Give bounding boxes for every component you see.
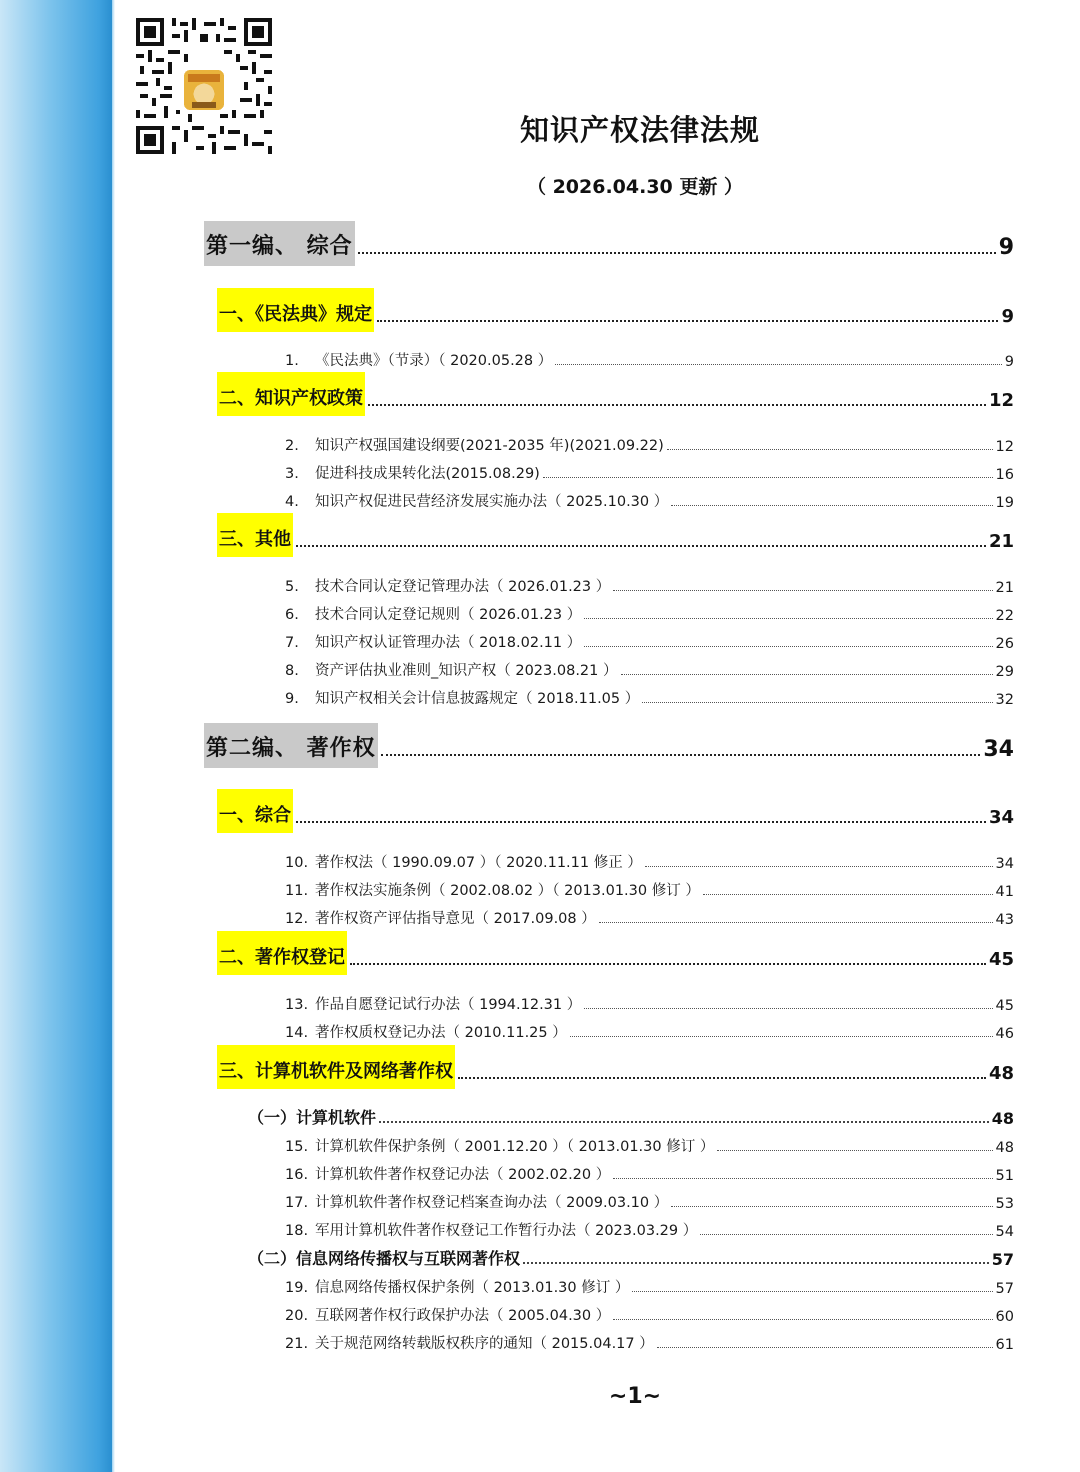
toc-item-row[interactable]	[285, 907, 1014, 928]
toc-leader-dots	[377, 320, 998, 322]
toc-page-number: 9	[998, 235, 1014, 260]
toc-page-number: 48	[988, 1063, 1014, 1084]
toc-entry-title	[285, 1219, 697, 1240]
toc-page-number: 12	[995, 439, 1014, 455]
toc-leader-dots	[296, 545, 986, 547]
toc-leader-dots	[570, 1036, 993, 1037]
toc-entry-title	[285, 603, 581, 624]
toc-entry-title: 第一编、 综合	[204, 221, 355, 266]
toc-entry-number: 18.	[285, 1223, 309, 1239]
toc-leader-dots	[667, 449, 993, 450]
page-title: 知识产权法律法规	[519, 113, 760, 147]
toc-entry-text: 知识产权相关会计信息披露规定（ 2018.11.05 ）	[315, 691, 640, 707]
toc-page-number: 46	[995, 1026, 1014, 1042]
toc-page-number: 19	[995, 495, 1014, 511]
toc-leader-dots	[632, 1291, 992, 1292]
toc-item-row[interactable]	[285, 1219, 1014, 1240]
toc-entry-number: 13.	[285, 997, 309, 1013]
toc-item-row[interactable]	[285, 1332, 1014, 1353]
toc-entry-number: 4.	[285, 494, 299, 510]
toc-entry-number: 12.	[285, 911, 309, 927]
toc-page-number: 57	[995, 1281, 1014, 1297]
toc-entry-title	[285, 1021, 567, 1042]
toc-entry-text: 计算机软件著作权登记办法（ 2002.02.20 ）	[315, 1167, 611, 1183]
toc-entry-text: 军用计算机软件著作权登记工作暂行办法（ 2023.03.29 ）	[315, 1223, 698, 1239]
toc-entry-title	[285, 575, 610, 596]
toc-entry-title	[285, 462, 540, 483]
toc-item-row[interactable]	[285, 1163, 1014, 1184]
toc-leader-dots	[717, 1150, 992, 1151]
toc-leader-dots	[358, 252, 996, 254]
toc-entry-number: 11.	[285, 883, 309, 899]
toc-entry-title: 一、综合	[217, 789, 293, 833]
toc-entry-text: 技术合同认定登记规则（ 2026.01.23 ）	[315, 607, 582, 623]
toc-leader-dots	[381, 754, 981, 756]
toc-entry-text: 计算机软件保护条例（ 2001.12.20 ）（ 2013.01.30 修订 ）	[315, 1139, 715, 1155]
toc-entry-number: 14.	[285, 1025, 309, 1041]
toc-entry-text: 著作权资产评估指导意见（ 2017.09.08 ）	[315, 911, 596, 927]
toc-entry-title: （二）信息网络传播权与互联网著作权	[248, 1249, 521, 1268]
toc-leader-dots	[700, 1234, 992, 1235]
toc-page-number: 9	[1001, 306, 1014, 327]
toc-leader-dots	[657, 1347, 993, 1348]
toc-chap-row[interactable]	[217, 288, 1014, 332]
toc-page-number: 45	[995, 998, 1014, 1014]
toc-item-row[interactable]	[285, 1304, 1014, 1325]
toc-entry-title: 二、著作权登记	[217, 931, 347, 975]
toc-entry-number: 7.	[285, 635, 299, 651]
toc-entry-title: 三、其他	[217, 513, 293, 557]
toc-chap-row[interactable]	[217, 513, 1014, 557]
toc-entry-text: 促进科技成果转化法(2015.08.29)	[315, 466, 540, 482]
toc-entry-title: 第二编、 著作权	[204, 723, 378, 768]
toc-sub-row[interactable]	[248, 1246, 1014, 1269]
toc-entry-text: 信息网络传播权保护条例（ 2013.01.30 修订 ）	[315, 1280, 630, 1296]
toc-entry-text: 知识产权促进民营经济发展实施办法（ 2025.10.30 ）	[315, 494, 669, 510]
toc-leader-dots	[543, 477, 993, 478]
toc-entry-title	[285, 1332, 654, 1353]
toc-entry-number: 15.	[285, 1139, 309, 1155]
toc-page-number: 21	[995, 580, 1014, 596]
toc-item-row[interactable]	[285, 434, 1014, 455]
toc-item-row[interactable]	[285, 687, 1014, 708]
toc-entry-title: 一、《民法典》规定	[217, 288, 374, 332]
toc-page-number: 34	[983, 737, 1014, 762]
toc-entry-text: 著作权法（ 1990.09.07 ）（ 2020.11.11 修正 ）	[315, 855, 642, 871]
toc-leader-dots	[523, 1262, 989, 1264]
toc-entry-title	[285, 993, 581, 1014]
toc-entry-number: 1.	[285, 353, 299, 369]
toc-page-number: 12	[988, 390, 1014, 411]
toc-page-number: 48	[995, 1140, 1014, 1156]
toc-item-row[interactable]	[285, 993, 1014, 1014]
toc-entry-number: 5.	[285, 579, 299, 595]
toc-page-number: 21	[988, 531, 1014, 552]
toc-page-number: 16	[995, 467, 1014, 483]
toc-item-row[interactable]	[285, 603, 1014, 624]
toc-entry-title	[285, 490, 668, 511]
toc-entry-number: 17.	[285, 1195, 309, 1211]
toc-item-row[interactable]	[285, 1191, 1014, 1212]
toc-leader-dots	[458, 1077, 986, 1079]
toc-entry-number: 2.	[285, 438, 299, 454]
toc-chap-row[interactable]	[217, 1045, 1014, 1089]
toc-entry-title	[285, 907, 596, 928]
toc-leader-dots	[671, 1206, 992, 1207]
toc-leader-dots	[584, 646, 992, 647]
toc-leader-dots	[350, 963, 986, 965]
toc-entry-title	[285, 631, 581, 652]
toc-entry-title	[285, 879, 700, 900]
toc-item-row[interactable]	[285, 631, 1014, 652]
toc-page-number: 54	[995, 1224, 1014, 1240]
toc-leader-dots	[584, 618, 992, 619]
toc-leader-dots	[671, 505, 992, 506]
toc-entry-text: 著作权质权登记办法（ 2010.11.25 ）	[315, 1025, 567, 1041]
toc-entry-number: 10.	[285, 855, 309, 871]
toc-entry-text: 计算机软件著作权登记档案查询办法（ 2009.03.10 ）	[315, 1195, 669, 1211]
toc-entry-number: 3.	[285, 466, 299, 482]
toc-entry-text: 技术合同认定登记管理办法（ 2026.01.23 ）	[315, 579, 611, 595]
toc-item-row[interactable]	[285, 851, 1014, 872]
toc-item-row[interactable]	[285, 462, 1014, 483]
toc-page-number: 57	[991, 1250, 1014, 1269]
toc-page-number: 61	[995, 1337, 1014, 1353]
update-date: （ 2026.04.30 更新 ）	[526, 176, 744, 198]
page-number: ~1~	[608, 1384, 662, 1409]
toc-entry-title	[285, 1163, 610, 1184]
toc-page-number: 45	[988, 949, 1014, 970]
toc-page-number: 9	[1004, 354, 1014, 370]
toc-entry-title: （一）计算机软件	[248, 1108, 377, 1127]
toc-entry-text: 作品自愿登记试行办法（ 1994.12.31 ）	[315, 997, 582, 1013]
toc-page-number: 26	[995, 636, 1014, 652]
toc-page-number: 60	[995, 1309, 1014, 1325]
toc-entry-number: 16.	[285, 1167, 309, 1183]
toc-leader-dots	[613, 590, 992, 591]
toc-entry-title	[285, 434, 664, 455]
toc-sub-row[interactable]	[248, 1105, 1014, 1128]
toc-item-row[interactable]	[285, 1135, 1014, 1156]
toc-page-number: 53	[995, 1196, 1014, 1212]
toc-entry-number: 21.	[285, 1336, 309, 1352]
toc-item-row[interactable]	[285, 575, 1014, 596]
toc-page-number: 41	[995, 884, 1014, 900]
toc-page-number: 43	[995, 912, 1014, 928]
toc-entry-title: 二、知识产权政策	[217, 372, 365, 416]
toc-item-row[interactable]	[285, 1276, 1014, 1297]
toc-chap-row[interactable]	[217, 789, 1014, 833]
toc-entry-text: 著作权法实施条例（ 2002.08.02 ）（ 2013.01.30 修订 ）	[315, 883, 700, 899]
toc-leader-dots	[599, 922, 993, 923]
toc-entry-title	[285, 349, 552, 370]
toc-entry-number: 20.	[285, 1308, 309, 1324]
toc-leader-dots	[642, 702, 992, 703]
toc-entry-text: 资产评估执业准则_知识产权（ 2023.08.21 ）	[315, 663, 618, 679]
toc-entry-title	[285, 851, 642, 872]
toc-chap-row[interactable]	[217, 372, 1014, 416]
toc-page-number: 48	[991, 1109, 1014, 1128]
toc-leader-dots	[368, 404, 986, 406]
toc-page-number: 22	[995, 608, 1014, 624]
toc-entry-title	[285, 1191, 668, 1212]
toc-entry-number: 8.	[285, 663, 299, 679]
toc-entry-title	[285, 659, 618, 680]
toc-page-number: 29	[995, 664, 1014, 680]
toc-entry-number: 9.	[285, 691, 299, 707]
toc-item-row[interactable]	[285, 659, 1014, 680]
toc-leader-dots	[613, 1178, 992, 1179]
toc-entry-title	[285, 687, 639, 708]
toc-leader-dots	[584, 1008, 992, 1009]
toc-item-row[interactable]	[285, 349, 1014, 370]
toc-leader-dots	[613, 1319, 992, 1320]
toc-entry-text: 《民法典》（节录）（ 2020.05.28 ）	[315, 353, 553, 369]
toc-page-number: 34	[995, 856, 1014, 872]
toc-entry-title	[285, 1304, 610, 1325]
toc-entry-title	[285, 1135, 714, 1156]
toc-page-number: 34	[988, 807, 1014, 828]
toc-leader-dots	[555, 364, 1002, 365]
toc-entry-title	[285, 1276, 629, 1297]
toc-entry-text: 互联网著作权行政保护办法（ 2005.04.30 ）	[315, 1308, 611, 1324]
toc-page-number: 51	[995, 1168, 1014, 1184]
toc-part-row[interactable]	[204, 221, 1014, 266]
toc-entry-text: 知识产权强国建设纲要(2021-2035 年)(2021.09.22)	[315, 438, 664, 454]
toc-part-row[interactable]	[204, 723, 1014, 768]
toc-item-row[interactable]	[285, 490, 1014, 511]
toc-item-row[interactable]	[285, 1021, 1014, 1042]
toc-entry-title: 三、计算机软件及网络著作权	[217, 1045, 455, 1089]
toc-chap-row[interactable]	[217, 931, 1014, 975]
toc-leader-dots	[703, 894, 993, 895]
toc-entry-number: 6.	[285, 607, 299, 623]
toc-entry-number: 19.	[285, 1280, 309, 1296]
toc-entry-text: 知识产权认证管理办法（ 2018.02.11 ）	[315, 635, 582, 651]
toc-leader-dots	[621, 674, 993, 675]
toc-leader-dots	[296, 821, 986, 823]
toc-leader-dots	[645, 866, 993, 867]
toc-item-row[interactable]	[285, 879, 1014, 900]
toc-entry-text: 关于规范网络转载版权秩序的通知（ 2015.04.17 ）	[315, 1336, 654, 1352]
toc-leader-dots	[379, 1121, 989, 1123]
toc-page-number: 32	[995, 692, 1014, 708]
